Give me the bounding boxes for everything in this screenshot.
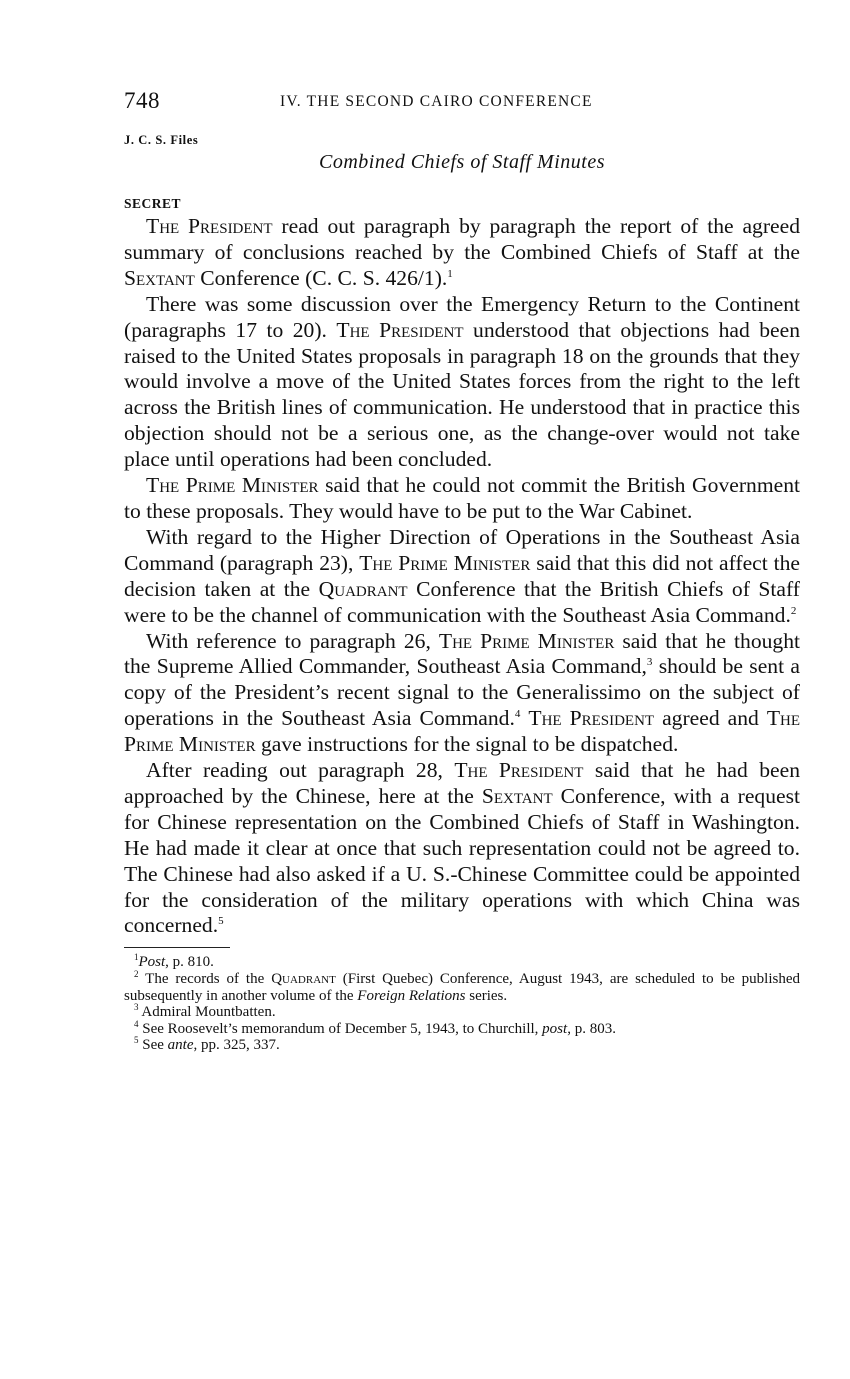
footnote-text: See Roosevelt’s memorandum of December 5, 1943, to Churchill,: [138, 1020, 543, 1037]
footnote-2: [124, 968, 801, 1004]
paragraph-text: should be sent a copy of the President’s recent signal to the Generalissimo on the subject of operations in the Southeast Asia Command.: [124, 654, 801, 731]
footnote-4: [124, 1018, 800, 1038]
paragraph-text: read out paragraph by paragraph the report of the agreed summary of conclusions reached by the Combined Chiefs of Staff at the: [124, 214, 800, 264]
footnote-italic: ante: [167, 1037, 194, 1054]
term-sextant: Sextant: [124, 265, 195, 290]
footnote-1: [124, 954, 800, 971]
footnote-ref: 5: [218, 915, 224, 928]
footnote-number: 1: [134, 952, 139, 963]
paragraph-4: [124, 525, 800, 629]
footnote-number: 3: [134, 1002, 139, 1013]
paragraph-text: Conference that the British Chiefs of Staff were to be the channel of communication with the Southeast Asia Command.: [124, 576, 800, 627]
footnote-smallcaps: Quadrant: [271, 970, 336, 987]
footnote-text: series.: [465, 987, 508, 1004]
term-prime-minister: The Prime Minister: [146, 473, 319, 498]
footnote-5: [124, 1037, 800, 1054]
paragraph-text: gave instructions for the signal to be dispatched.: [255, 732, 679, 757]
paragraph-5: [124, 629, 800, 759]
footnote-text: (First Quebec) Conference, August 1943, are scheduled to be published subsequently in another volume of the: [124, 970, 801, 1004]
paragraph-text: After reading out paragraph 28,: [146, 758, 455, 783]
paragraph-2: [124, 292, 800, 473]
footnote-text: , pp. 325, 337.: [193, 1037, 280, 1054]
paragraph-text: said that he thought the Supreme Allied Commander, Southeast Asia Command,: [124, 628, 801, 679]
term-president: The President: [336, 317, 464, 342]
term-prime-minister: The Prime Minister: [359, 550, 531, 575]
paragraph-1: [124, 214, 800, 292]
document-page: [124, 88, 800, 1054]
footnote-text: See: [138, 1037, 168, 1054]
footnote-ref: 2: [790, 604, 797, 617]
document-title: Combined Chiefs of Staff Minutes: [319, 151, 605, 173]
running-title: IV. THE SECOND CAIRO CONFERENCE: [280, 93, 593, 110]
footnote-italic: Post: [138, 954, 166, 971]
term-president: The President: [146, 214, 273, 238]
term-prime-minister: The Prime Minister: [438, 628, 615, 653]
term-prime-minister: The Prime Minister: [124, 706, 801, 757]
running-header: [124, 88, 800, 118]
footnote-ref: 3: [646, 656, 653, 669]
paragraph-text: With reference to paragraph 26,: [146, 628, 439, 653]
footnote-text: Admiral Mountbatten.: [138, 1004, 276, 1021]
classification-marking: SECRET: [124, 196, 182, 211]
term-sextant: Sextant: [481, 783, 553, 808]
page-number: 748: [124, 88, 160, 113]
footnote-3: [124, 1004, 800, 1021]
footnote-text: , p. 803.: [567, 1020, 616, 1037]
footnote-ref: 1: [447, 267, 453, 280]
footnote-ref: 4: [514, 708, 521, 721]
footnote-number: 2: [134, 968, 139, 979]
paragraph-3: [124, 473, 800, 525]
footnote-italic: post: [542, 1020, 568, 1037]
paragraph-text: said that this did not affect the decision taken at the: [124, 550, 800, 601]
paragraph-text: There was some discussion over the Emergency Return to the Continent (paragraphs 17 to 20).: [124, 291, 800, 342]
paragraph-text: said that he had been approached by the Chinese, here at the: [124, 758, 800, 808]
footnotes: [124, 954, 800, 1054]
term-quadrant: Quadrant: [318, 576, 408, 601]
paragraph-text: understood that objections had been raised to the United States proposals in paragraph 18 on the grounds that they would involve a move of the United States forces from the right to the left across the British lines of communication. He understood that in practice this objection should not be a serious one, as the change-over would not take place until operations had been concluded.: [124, 317, 800, 472]
paragraph-6: [124, 758, 800, 939]
paragraph-text: Conference, with a request for Chinese representation on the Combined Chiefs of Staff in Washington. He had made it clear at once that such representation could not be agreed to. The Chinese had also asked if a U. S.-Chinese Committee could be appointed for the consideration of the military operations with which China was concerned.: [124, 783, 800, 938]
footnote-divider: [124, 947, 230, 948]
paragraph-text: Conference (C. C. S. 426/1).: [194, 265, 448, 290]
paragraph-text: agreed and: [654, 706, 767, 731]
footnote-number: 4: [134, 1018, 139, 1029]
term-president: The President: [528, 706, 655, 731]
footnote-number: 5: [134, 1035, 139, 1046]
body-text: [124, 214, 800, 939]
footnote-text: The records of the: [138, 970, 272, 987]
footnote-text: , p. 810.: [165, 954, 214, 971]
term-president: The President: [454, 758, 584, 783]
paragraph-text: With regard to the Higher Direction of Operations in the Southeast Asia Command (paragraph 23),: [124, 524, 800, 575]
file-label: J. C. S. Files: [124, 133, 199, 147]
paragraph-text: said that he could not commit the British Government to these proposals. They would have to be put to the War Cabinet.: [124, 473, 800, 523]
footnote-italic: Foreign Relations: [357, 987, 466, 1004]
